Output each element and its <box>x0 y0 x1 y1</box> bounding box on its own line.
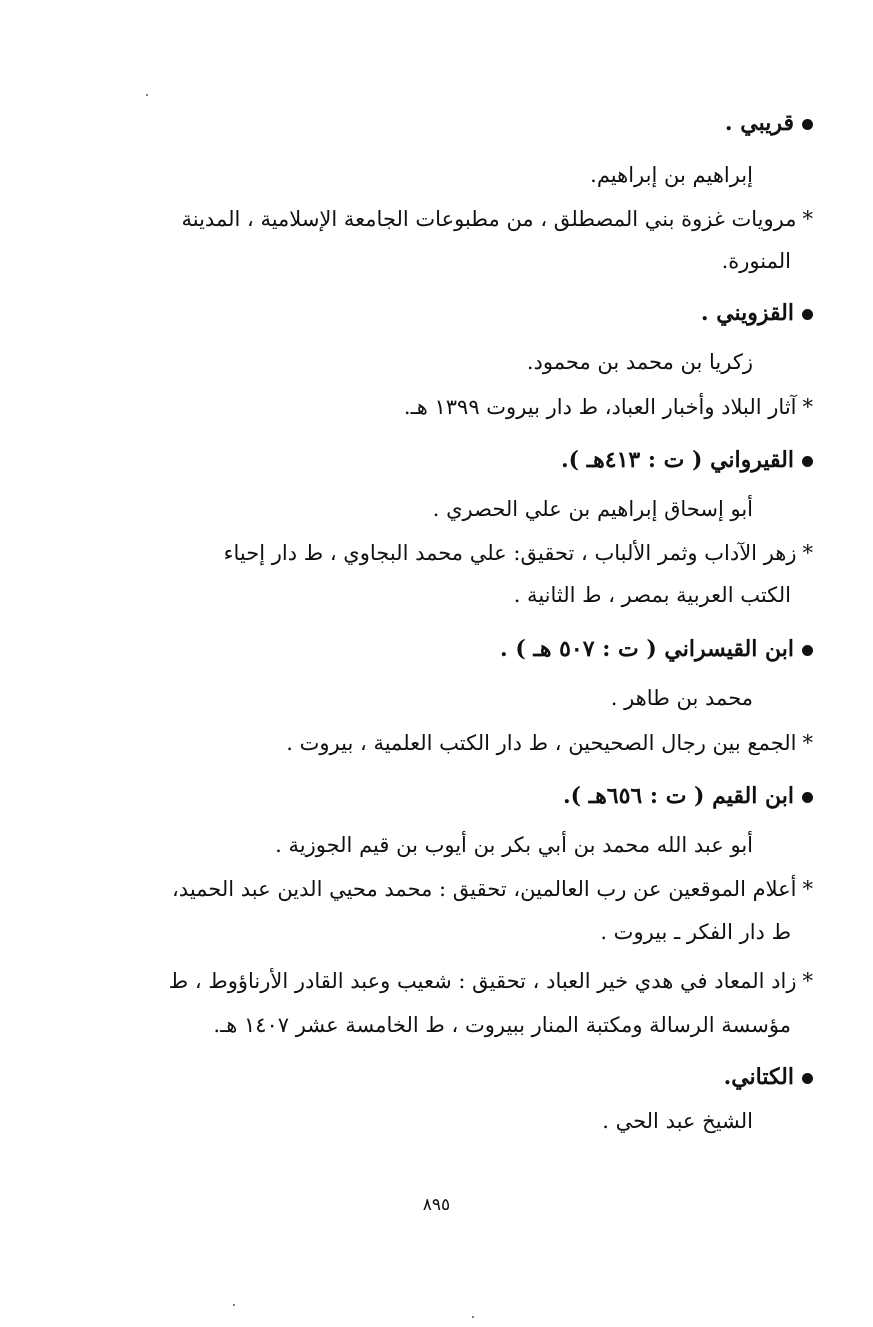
entry-author: الشيخ عبد الحي . <box>602 1109 753 1133</box>
entry-heading: ابن القيسراني ( ت : ٥٠٧ هـ ) . <box>500 634 813 664</box>
asterisk-icon: * <box>802 731 813 755</box>
asterisk-icon: * <box>802 877 813 901</box>
work-continuation: ط دار الفكر ـ بيروت . <box>600 920 791 944</box>
page-number: ٨٩٥ <box>422 1195 451 1215</box>
bullet-icon <box>802 792 813 803</box>
entry-heading: القيرواني ( ت : ٤١٣هـ ). <box>561 445 813 475</box>
entry-heading: قريبي . <box>725 108 813 138</box>
work-line: *مرويات غزوة بني المصطلق ، من مطبوعات الجامعة الإسلامية ، المدينة <box>181 207 813 231</box>
bullet-icon <box>802 1073 813 1084</box>
work-line: *الجمع بين رجال الصحيحين ، ط دار الكتب العلمية ، بيروت . <box>286 731 813 755</box>
asterisk-icon: * <box>802 207 813 231</box>
asterisk-icon: * <box>802 541 813 565</box>
entry-author: أبو إسحاق إبراهيم بن علي الحصري . <box>432 497 753 521</box>
entry-author: زكريا بن محمد بن محمود. <box>526 350 753 374</box>
asterisk-icon: * <box>802 969 813 993</box>
work-line: *زهر الآداب وثمر الألباب ، تحقيق: علي محمد البجاوي ، ط دار إحياء <box>223 541 813 565</box>
entry-author: محمد بن طاهر . <box>610 686 753 710</box>
scan-speck <box>472 1316 474 1318</box>
entry-heading: القزويني . <box>701 298 813 328</box>
entry-author: إبراهيم بن إبراهيم. <box>590 163 753 187</box>
scan-speck <box>233 1304 235 1306</box>
entry-heading: ابن القيم ( ت : ٦٥٦هـ ). <box>563 781 813 811</box>
work-continuation: الكتب العربية بمصر ، ط الثانية . <box>513 583 791 607</box>
scan-speck <box>146 94 148 96</box>
bullet-icon <box>802 645 813 656</box>
entry-author: أبو عبد الله محمد بن أبي بكر بن أيوب بن قيم الجوزية . <box>275 833 753 857</box>
bullet-icon <box>802 309 813 320</box>
bullet-icon <box>802 456 813 467</box>
work-line: *أعلام الموقعين عن رب العالمين، تحقيق : محمد محيي الدين عبد الحميد، <box>172 877 813 901</box>
entry-heading: الكتاني. <box>724 1062 813 1092</box>
asterisk-icon: * <box>802 395 813 419</box>
work-continuation: المنورة. <box>721 249 791 273</box>
work-continuation: مؤسسة الرسالة ومكتبة المنار ببيروت ، ط الخامسة عشر ١٤٠٧ هـ. <box>213 1013 791 1037</box>
bullet-icon <box>802 119 813 130</box>
work-line: *آثار البلاد وأخبار العباد، ط دار بيروت ١٣٩٩ هـ. <box>403 395 813 419</box>
work-line: *زاد المعاد في هدي خير العباد ، تحقيق : شعيب وعبد القادر الأرناؤوط ، ط <box>168 969 813 993</box>
